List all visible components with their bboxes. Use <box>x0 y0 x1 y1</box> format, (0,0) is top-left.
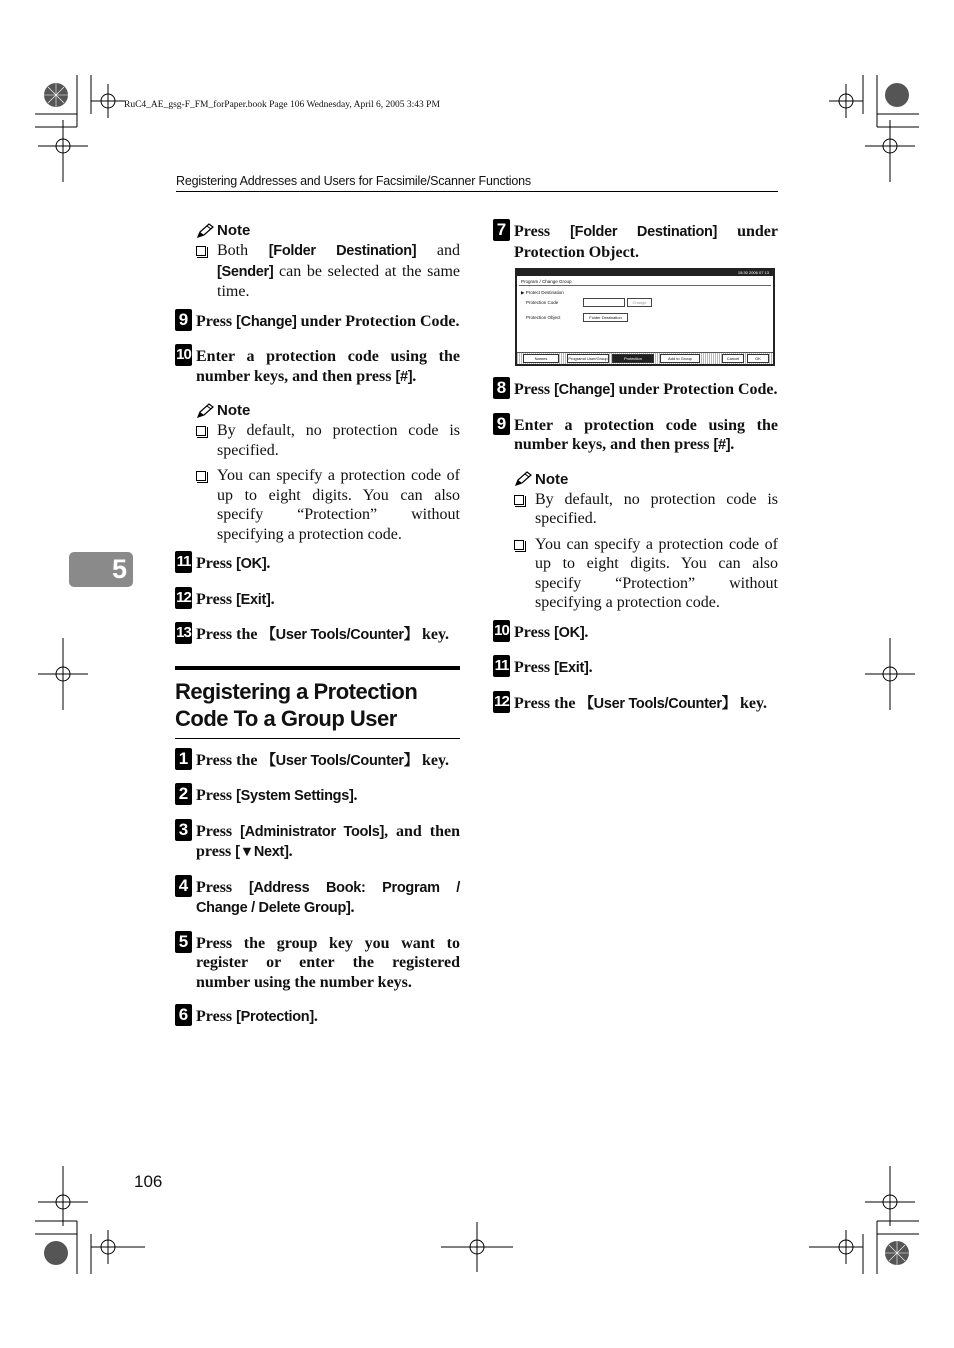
step-number: 2 <box>175 783 192 805</box>
step-12 <box>175 590 460 611</box>
step-11 <box>493 658 778 679</box>
note-item <box>514 535 778 613</box>
step-text: . <box>313 1008 318 1025</box>
step-number: 7 <box>493 219 510 241</box>
step-1 <box>175 748 460 772</box>
note-label: Note <box>217 222 251 239</box>
pencil-icon <box>514 471 532 487</box>
step-text: Press <box>196 555 237 572</box>
key-label: [Change] <box>554 382 615 398</box>
step-text: Press <box>196 1008 237 1025</box>
step-9 <box>175 309 460 333</box>
checkbox-icon <box>196 426 206 436</box>
step-3 <box>175 819 460 863</box>
key-label: 【User Tools/Counter】 <box>579 695 736 712</box>
step-text: , and then press <box>196 822 460 860</box>
checkbox-icon <box>514 495 524 505</box>
note-label: Note <box>217 402 251 419</box>
key-label: [Administrator Tools] <box>240 823 385 840</box>
step-number: 12 <box>493 691 510 713</box>
screen-screenshot <box>515 268 775 366</box>
step-text: Press <box>514 223 571 240</box>
step-12 <box>493 694 778 715</box>
change-button[interactable]: Change <box>627 298 652 307</box>
key-label: [Sender] <box>217 263 274 280</box>
step-8 <box>493 380 778 401</box>
note-item <box>196 421 460 460</box>
step-text: under Protection Code. <box>614 381 778 398</box>
step-number: 9 <box>175 309 192 331</box>
step-number: 5 <box>175 931 192 953</box>
key-label: [Exit] <box>236 591 271 608</box>
step-10 <box>175 347 460 387</box>
step-text: Press <box>514 381 555 398</box>
step-number: 6 <box>175 1004 192 1026</box>
step-7 <box>493 222 778 262</box>
key-label: [Address Book: Program / Change / Delete Group] <box>196 879 460 916</box>
key-label: [OK] <box>554 624 585 641</box>
step-13 <box>175 625 460 646</box>
step-4 <box>175 875 460 919</box>
step-text: Press the <box>196 751 262 769</box>
step-11 <box>175 554 460 575</box>
note-text: can be selected at the same time. <box>217 262 460 300</box>
chapter-tab: 5 <box>69 552 133 587</box>
step-text: Press <box>514 659 555 676</box>
step-number: 12 <box>175 587 192 609</box>
note-text: and <box>416 242 461 259</box>
key-label: [Change] <box>236 313 297 330</box>
step-number: 4 <box>175 875 192 897</box>
protection-code-label: Protection Code <box>526 300 559 305</box>
step-number: 11 <box>175 551 192 573</box>
protection-code-field[interactable] <box>583 298 625 307</box>
step-text: Press <box>196 590 237 608</box>
step-text: key. <box>735 694 768 712</box>
section-heading: Registering a Protection Code To a Group User <box>175 666 460 739</box>
note-block <box>196 402 460 544</box>
step-5 <box>175 931 460 993</box>
key-label: [System Settings] <box>236 788 354 804</box>
tab-names[interactable]: Names <box>523 354 559 363</box>
step-text: Press the <box>196 626 262 643</box>
note-heading <box>196 222 460 239</box>
key-label: [Exit] <box>554 660 589 676</box>
step-text: Press <box>196 787 237 804</box>
step-text: Press the <box>514 694 580 712</box>
step-text: key. <box>417 626 450 643</box>
step-text: Press <box>196 822 241 840</box>
note-block <box>514 471 778 613</box>
step-text: . <box>584 623 589 641</box>
checkbox-icon <box>196 471 206 481</box>
step-number: 1 <box>175 748 192 770</box>
step-text: . <box>353 787 358 804</box>
step-9 <box>493 413 778 456</box>
step-number: 9 <box>493 413 510 435</box>
right-column <box>493 222 778 729</box>
key-label: [#] <box>395 368 413 385</box>
step-text: under Protection Object. <box>514 223 778 261</box>
step-text: Press <box>196 878 249 896</box>
step-number: 13 <box>175 622 192 644</box>
screen-title: Program / Change Group <box>521 279 572 284</box>
step-text: Enter a protection code using the number keys, and then press <box>514 416 778 453</box>
key-label: [Protection] <box>236 1009 314 1025</box>
step-text: . <box>730 436 735 453</box>
step-text: . <box>266 555 271 572</box>
ok-button[interactable]: OK <box>747 354 769 363</box>
print-info: RuC4_AE_gsg-F_FM_forPaper.book Page 106 Wednesday, April 6, 2005 3:43 PM <box>124 100 440 110</box>
checkbox-icon <box>514 540 524 550</box>
folder-destination-button[interactable]: Folder Destination <box>583 313 628 322</box>
cancel-button[interactable]: Cancel <box>722 354 744 363</box>
step-6 <box>175 1007 460 1028</box>
step-text: Press <box>196 312 237 330</box>
note-item <box>514 490 778 529</box>
key-label: [▼Next] <box>235 844 289 860</box>
note-item <box>196 466 460 544</box>
note-heading <box>196 402 460 419</box>
checkbox-icon <box>196 246 206 256</box>
step-text: Enter a protection code using the number keys, and then press <box>196 348 460 385</box>
note-block <box>196 222 460 302</box>
note-text: Both <box>217 242 269 259</box>
step-2 <box>175 786 460 807</box>
step-number: 10 <box>493 620 510 642</box>
step-text: . <box>288 843 293 860</box>
key-label: [Folder Destination] <box>570 224 718 240</box>
step-number: 8 <box>493 377 510 399</box>
step-text: under Protection Code. <box>296 312 460 330</box>
pencil-icon <box>196 223 214 239</box>
note-heading <box>514 471 778 488</box>
note-text: You can specify a protection code of up to eight digits. You can also specify “Protection” without specifying a protection code. <box>535 535 778 611</box>
tab-programd-user-group[interactable]: Programd User/Group <box>568 356 608 361</box>
note-item <box>196 241 460 302</box>
screen-status-bar: 15:30 2006 07 13 <box>517 270 773 276</box>
note-text: By default, no protection code is specified. <box>535 490 778 527</box>
running-head: Registering Addresses and Users for Facsimile/Scanner Functions <box>176 174 778 192</box>
step-text: key. <box>417 751 450 769</box>
note-text: By default, no protection code is specified. <box>217 422 460 459</box>
key-label: [Folder Destination] <box>268 243 417 259</box>
step-text: . <box>412 367 417 385</box>
step-text: Press the group key you want to register or enter the registered number using the number keys. <box>196 934 460 991</box>
protection-object-label: Protection Object <box>526 315 561 320</box>
step-10 <box>493 623 778 644</box>
step-number: 11 <box>493 655 510 677</box>
step-text: Press <box>514 623 555 641</box>
key-label: 【User Tools/Counter】 <box>261 752 418 769</box>
pencil-icon <box>196 403 214 419</box>
key-label: [OK] <box>236 556 267 572</box>
step-number: 10 <box>175 344 192 366</box>
divider <box>519 285 771 286</box>
tab-add-to-group[interactable]: Add to Group <box>660 354 700 363</box>
step-text: . <box>270 590 275 608</box>
tab-protection[interactable]: Protection <box>612 354 654 363</box>
note-text: You can specify a protection code of up to eight digits. You can also specify “Protection” without specifying a protection code. <box>217 467 460 543</box>
step-number: 3 <box>175 819 192 841</box>
note-label: Note <box>535 470 569 488</box>
page-number: 106 <box>134 1172 163 1191</box>
step-text: . <box>588 659 593 676</box>
protect-destination-label: ▶ Protect Destination <box>521 290 564 295</box>
key-label: [#] <box>713 437 731 453</box>
key-label: 【User Tools/Counter】 <box>261 627 418 643</box>
step-text: . <box>350 899 355 916</box>
left-column <box>175 222 460 1043</box>
